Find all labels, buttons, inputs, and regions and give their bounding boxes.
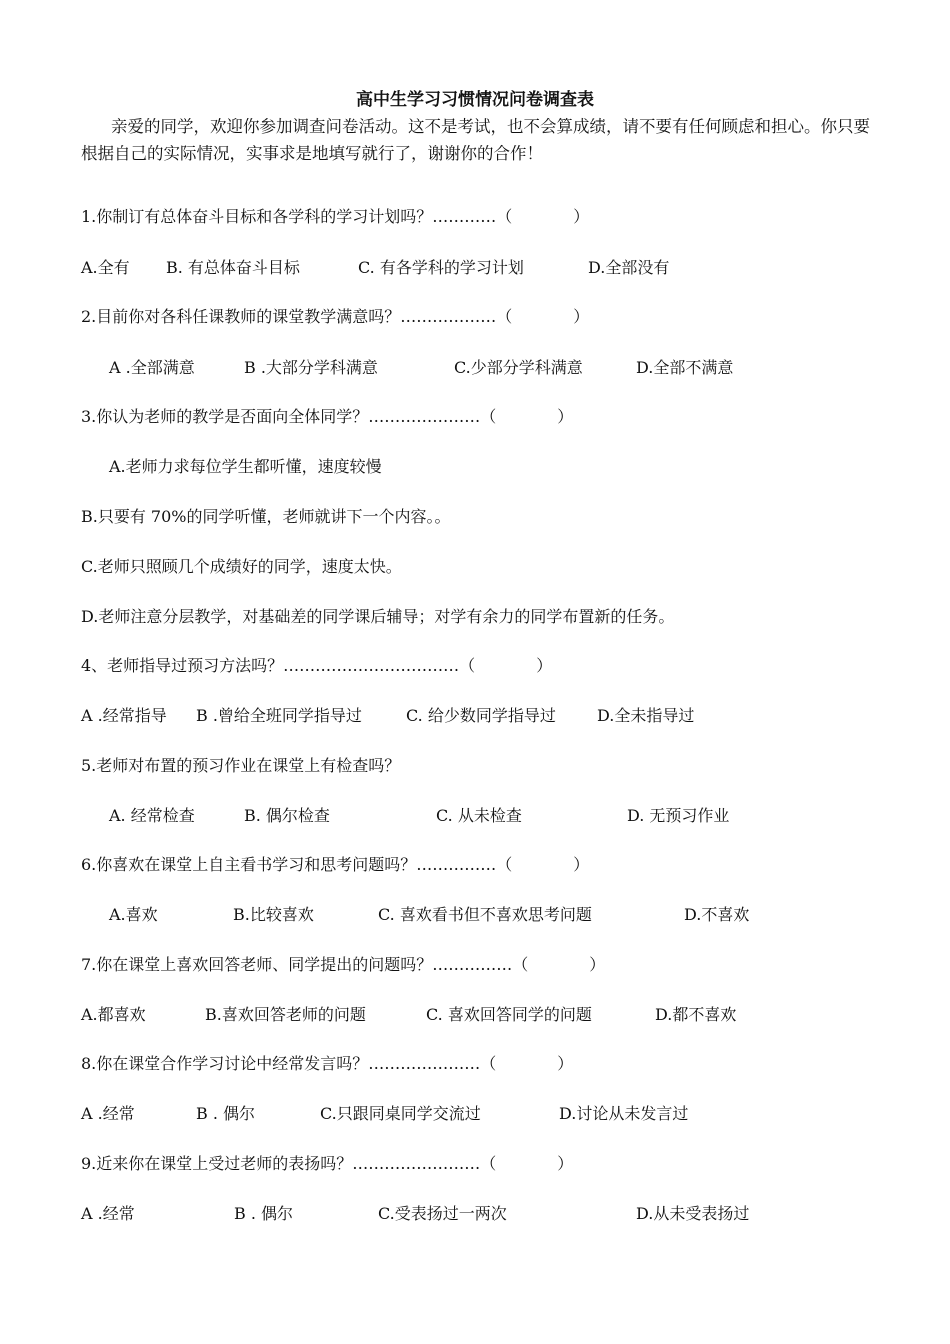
question-2: 2.目前你对各科任课教师的课堂教学满意吗？………………（ ）	[81, 307, 590, 326]
q1-option-c: C. 有各学科的学习计划	[358, 258, 524, 277]
q6-option-b: B.比较喜欢	[233, 905, 314, 924]
q3-option-d: D.老师注意分层教学，对基础差的同学课后辅导；对学有余力的同学布置新的任务。	[81, 607, 675, 626]
q3-option-a: A.老师力求每位学生都听懂，速度较慢	[109, 457, 382, 476]
question-6: 6.你喜欢在课堂上自主看书学习和思考问题吗？……………（ ）	[81, 855, 590, 874]
q7-option-b: B.喜欢回答老师的问题	[205, 1005, 366, 1024]
q9-option-b: B . 偶尔	[234, 1204, 294, 1223]
q4-option-a: A .经常指导	[81, 706, 167, 725]
question-7: 7.你在课堂上喜欢回答老师、同学提出的问题吗？……………（ ）	[81, 955, 606, 974]
question-4: 4、老师指导过预习方法吗？……………………………（ ）	[81, 656, 553, 675]
q3-option-b: B.只要有 70%的同学听懂，老师就讲下一个内容。。	[81, 507, 451, 526]
q5-option-a: A. 经常检查	[109, 806, 195, 825]
q6-option-d: D.不喜欢	[684, 905, 750, 924]
q5-option-c: C. 从未检查	[436, 806, 522, 825]
q9-option-a: A .经常	[81, 1204, 135, 1223]
q6-option-a: A.喜欢	[109, 905, 158, 924]
q9-option-d: D.从未受表扬过	[636, 1204, 750, 1223]
q9-option-c: C.受表扬过一两次	[378, 1204, 507, 1223]
q5-option-d: D. 无预习作业	[627, 806, 730, 825]
q2-option-a: A .全部满意	[109, 358, 195, 377]
q2-option-c: C.少部分学科满意	[454, 358, 583, 377]
q6-option-c: C. 喜欢看书但不喜欢思考问题	[378, 905, 592, 924]
question-9: 9.近来你在课堂上受过老师的表扬吗？……………………（ ）	[81, 1154, 574, 1173]
q4-option-d: D.全未指导过	[597, 706, 695, 725]
intro-paragraph: 亲爱的同学，欢迎你参加调查问卷活动。这不是考试，也不会算成绩，请不要有任何顾虑和担心。你只要根据自己的实际情况，实事求是地填写就行了，谢谢你的合作！	[81, 117, 870, 163]
question-5: 5.老师对布置的预习作业在课堂上有检查吗？	[81, 756, 401, 775]
page-title: 高中生学习习惯情况问卷调查表	[356, 90, 594, 110]
q3-option-c: C.老师只照顾几个成绩好的同学，速度太快。	[81, 557, 402, 576]
q7-option-a: A.都喜欢	[81, 1005, 146, 1024]
q1-option-d: D.全部没有	[588, 258, 670, 277]
q8-option-a: A .经常	[81, 1104, 135, 1123]
q1-option-b: B. 有总体奋斗目标	[166, 258, 300, 277]
question-3: 3.你认为老师的教学是否面向全体同学？…………………（ ）	[81, 407, 574, 426]
q4-option-c: C. 给少数同学指导过	[406, 706, 556, 725]
q8-option-c: C.只跟同桌同学交流过	[320, 1104, 481, 1123]
q7-option-c: C. 喜欢回答同学的问题	[426, 1005, 592, 1024]
q5-option-b: B. 偶尔检查	[244, 806, 330, 825]
q1-option-a: A.全有	[81, 258, 130, 277]
q7-option-d: D.都不喜欢	[655, 1005, 737, 1024]
q2-option-b: B .大部分学科满意	[244, 358, 378, 377]
q8-option-d: D.讨论从未发言过	[559, 1104, 689, 1123]
q4-option-b: B .曾给全班同学指导过	[196, 706, 362, 725]
q8-option-b: B . 偶尔	[196, 1104, 256, 1123]
question-1: 1.你制订有总体奋斗目标和各学科的学习计划吗？…………（ ）	[81, 207, 590, 226]
question-8: 8.你在课堂合作学习讨论中经常发言吗？…………………（ ）	[81, 1054, 574, 1073]
q2-option-d: D.全部不满意	[636, 358, 734, 377]
